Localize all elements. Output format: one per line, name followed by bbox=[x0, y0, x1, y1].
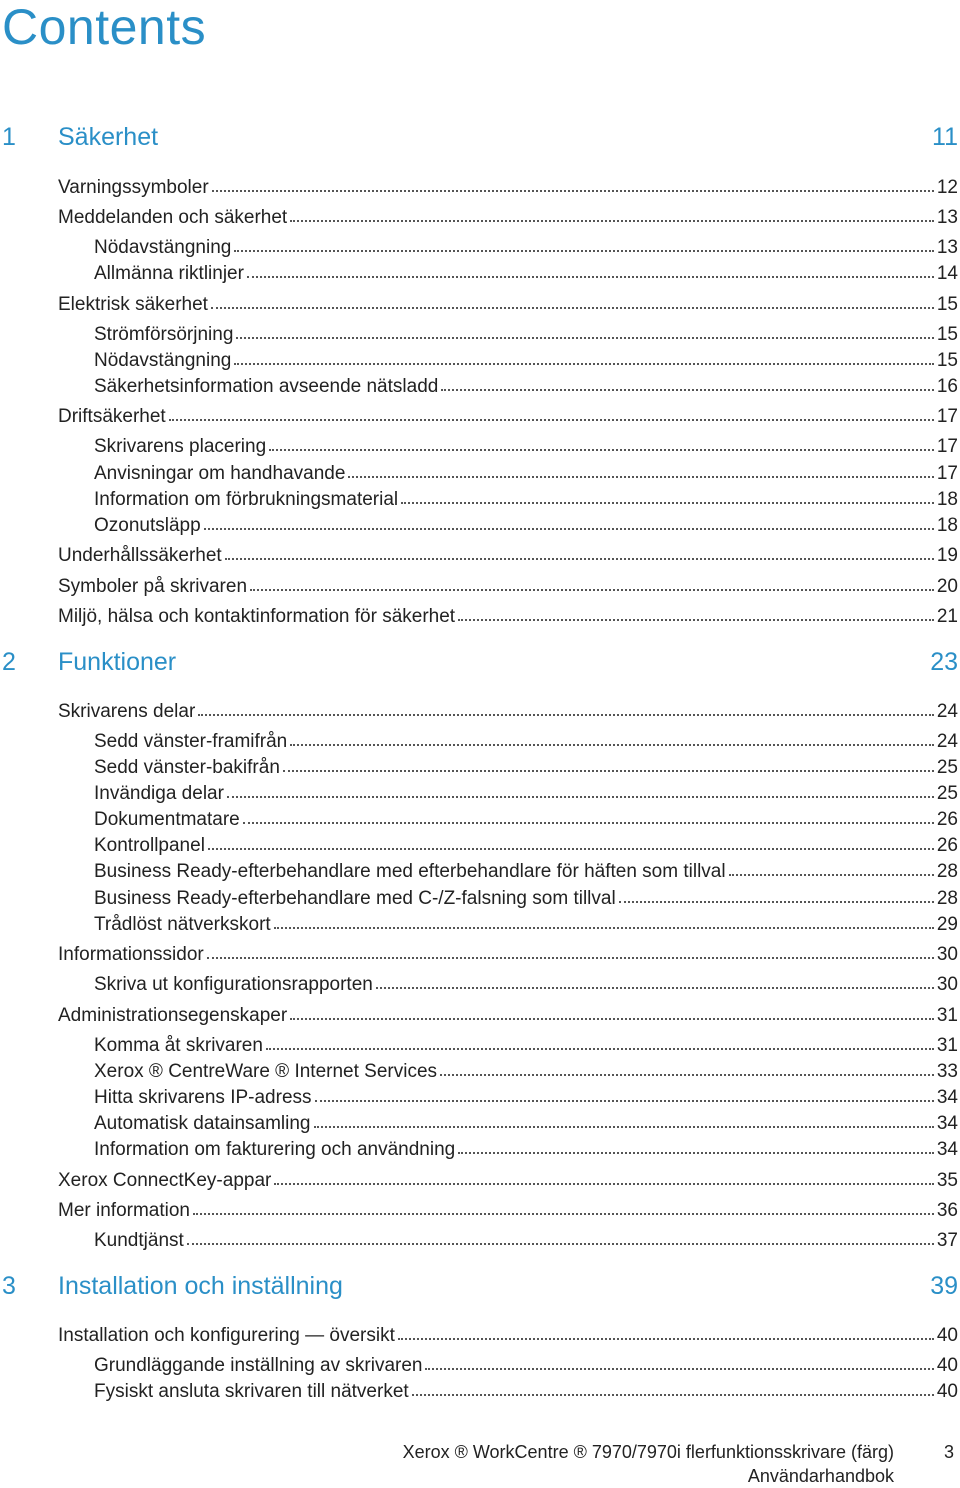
toc-entry-label: Mer information bbox=[58, 1200, 190, 1221]
toc-entry[interactable] bbox=[58, 205, 958, 231]
toc-entry-label: Kontrollpanel bbox=[94, 835, 205, 856]
dot-leader bbox=[425, 1366, 933, 1370]
dot-leader bbox=[243, 820, 934, 824]
toc-entry-label: Informationssidor bbox=[58, 944, 204, 965]
toc-entry[interactable] bbox=[94, 859, 958, 885]
footer-document-info bbox=[403, 1440, 894, 1488]
toc-entry-page: 25 bbox=[936, 757, 958, 778]
chapter-title: Säkerhet bbox=[58, 123, 159, 151]
toc-entry-page: 34 bbox=[936, 1113, 958, 1134]
footer-page-number: 3 bbox=[943, 1442, 954, 1462]
toc-entry-label: Xerox ConnectKey-appar bbox=[58, 1170, 272, 1191]
toc-entry[interactable] bbox=[94, 235, 958, 261]
toc-entry-label: Installation och konfigurering — översikt bbox=[58, 1325, 395, 1346]
toc-entry-page: 17 bbox=[936, 406, 958, 427]
page-title: Contents bbox=[2, 0, 207, 55]
toc-entry-label: Invändiga delar bbox=[94, 783, 224, 804]
dot-leader bbox=[348, 474, 933, 478]
toc-entry-page: 12 bbox=[936, 177, 958, 198]
chapter-heading[interactable] bbox=[0, 644, 958, 680]
dot-leader bbox=[234, 248, 934, 252]
toc-entry-page: 21 bbox=[936, 606, 958, 627]
toc-entry[interactable] bbox=[58, 699, 958, 725]
chapter-title: Installation och inställning bbox=[58, 1272, 343, 1300]
dot-leader bbox=[440, 1072, 934, 1076]
toc-entry[interactable] bbox=[94, 348, 958, 374]
toc-entry-label: Strömförsörjning bbox=[94, 324, 234, 345]
dot-leader bbox=[376, 985, 934, 989]
toc-entry-page: 34 bbox=[936, 1139, 958, 1160]
toc-entry-label: Ozonutsläpp bbox=[94, 515, 201, 536]
dot-leader bbox=[234, 361, 934, 365]
toc-entry-label: Nödavstängning bbox=[94, 237, 232, 258]
toc-entry[interactable] bbox=[94, 833, 958, 859]
toc-entry[interactable] bbox=[94, 1379, 958, 1405]
toc-entry-label: Elektrisk säkerhet bbox=[58, 294, 208, 315]
footer-product-name: Xerox ® WorkCentre ® 7970/7970i flerfunktionsskrivare (färg) bbox=[402, 1442, 894, 1462]
toc-entry[interactable] bbox=[58, 574, 958, 600]
toc-entry[interactable] bbox=[94, 972, 958, 998]
dot-leader bbox=[315, 1098, 934, 1102]
chapter-page-number: 39 bbox=[930, 1272, 958, 1300]
chapter-number: 1 bbox=[2, 123, 16, 151]
toc-entry-label: Anvisningar om handhavande bbox=[94, 463, 346, 484]
toc-entry-page: 31 bbox=[936, 1035, 958, 1056]
dot-leader bbox=[266, 1046, 934, 1050]
toc-entry[interactable] bbox=[94, 912, 958, 938]
toc-entry-page: 13 bbox=[936, 237, 958, 258]
chapter-number: 2 bbox=[2, 648, 16, 676]
toc-entry[interactable] bbox=[58, 1003, 958, 1029]
toc-entry-label: Miljö, hälsa och kontaktinformation för säkerhet bbox=[58, 606, 456, 627]
dot-leader bbox=[198, 712, 934, 716]
dot-leader bbox=[211, 305, 934, 309]
toc-entry[interactable] bbox=[94, 261, 958, 287]
dot-leader bbox=[412, 1392, 934, 1396]
toc-entry-label: Driftsäkerhet bbox=[58, 406, 166, 427]
chapter-heading[interactable] bbox=[0, 1268, 958, 1304]
dot-leader bbox=[398, 1336, 934, 1340]
toc-entry-page: 40 bbox=[936, 1381, 958, 1402]
toc-entry-page: 25 bbox=[936, 783, 958, 804]
dot-leader bbox=[250, 587, 934, 591]
toc-entry[interactable] bbox=[58, 175, 958, 201]
toc-entry[interactable] bbox=[58, 1198, 958, 1224]
toc-entry-page: 18 bbox=[936, 489, 958, 510]
toc-entry-label: Underhållssäkerhet bbox=[58, 545, 222, 566]
toc-entry-page: 17 bbox=[936, 436, 958, 457]
toc-entry-label: Skriva ut konfigurationsrapporten bbox=[94, 974, 373, 995]
dot-leader bbox=[441, 387, 934, 391]
toc-entry-page: 40 bbox=[936, 1325, 958, 1346]
toc-entry[interactable] bbox=[94, 729, 958, 755]
dot-leader bbox=[290, 218, 934, 222]
toc-entry-label: Skrivarens placering bbox=[94, 436, 267, 457]
chapter-title: Funktioner bbox=[58, 648, 177, 676]
toc-entry-page: 24 bbox=[936, 701, 958, 722]
toc-entry[interactable] bbox=[94, 886, 958, 912]
toc-entry-page: 26 bbox=[936, 809, 958, 830]
toc-entry[interactable] bbox=[94, 781, 958, 807]
toc-entry[interactable] bbox=[58, 604, 958, 630]
toc-entry-label: Komma åt skrivaren bbox=[94, 1035, 263, 1056]
toc-entry[interactable] bbox=[94, 461, 958, 487]
dot-leader bbox=[207, 955, 934, 959]
dot-leader bbox=[225, 556, 934, 560]
dot-leader bbox=[247, 274, 934, 278]
toc-entry[interactable] bbox=[94, 1111, 958, 1137]
dot-leader bbox=[227, 794, 934, 798]
dot-leader bbox=[169, 417, 934, 421]
toc-entry-label: Skrivarens delar bbox=[58, 701, 196, 722]
toc-entry-label: Kundtjänst bbox=[94, 1230, 184, 1251]
dot-leader bbox=[458, 617, 934, 621]
toc-entry-label: Information om förbrukningsmaterial bbox=[94, 489, 399, 510]
toc-entry-label: Meddelanden och säkerhet bbox=[58, 207, 288, 228]
toc-entry-page: 13 bbox=[936, 207, 958, 228]
toc-entry[interactable] bbox=[94, 513, 958, 539]
chapter-number: 3 bbox=[2, 1272, 16, 1300]
toc-entry-label: Business Ready-efterbehandlare med C-/Z-falsning som tillval bbox=[94, 888, 616, 909]
toc-entry-label: Trådlöst nätverkskort bbox=[94, 914, 271, 935]
toc-entry-page: 18 bbox=[936, 515, 958, 536]
toc-entry-page: 26 bbox=[936, 835, 958, 856]
dot-leader bbox=[274, 925, 934, 929]
toc-entry-page: 30 bbox=[936, 974, 958, 995]
toc-entry-page: 15 bbox=[936, 324, 958, 345]
toc-entry[interactable] bbox=[58, 1323, 958, 1349]
chapter-heading[interactable] bbox=[0, 119, 958, 155]
toc-entry-label: Automatisk datainsamling bbox=[94, 1113, 311, 1134]
toc-entry[interactable] bbox=[58, 543, 958, 569]
toc-entry-page: 28 bbox=[936, 888, 958, 909]
toc-entry-label: Sedd vänster-framifrån bbox=[94, 731, 288, 752]
dot-leader bbox=[236, 335, 933, 339]
toc-entry-label: Sedd vänster-bakifrån bbox=[94, 757, 280, 778]
dot-leader bbox=[208, 846, 934, 850]
dot-leader bbox=[619, 899, 934, 903]
toc-entry-page: 28 bbox=[936, 861, 958, 882]
toc-entry-page: 34 bbox=[936, 1087, 958, 1108]
toc-entry-label: Hitta skrivarens IP-adress bbox=[94, 1087, 312, 1108]
toc-entry[interactable] bbox=[58, 942, 958, 968]
toc-entry-label: Business Ready-efterbehandlare med efterbehandlare för häften som tillval bbox=[94, 861, 726, 882]
toc-entry[interactable] bbox=[94, 1353, 958, 1379]
dot-leader bbox=[269, 447, 934, 451]
dot-leader bbox=[314, 1124, 934, 1128]
toc-entry-page: 30 bbox=[936, 944, 958, 965]
toc-entry-label: Dokumentmatare bbox=[94, 809, 240, 830]
toc-entry-label: Symboler på skrivaren bbox=[58, 576, 248, 597]
dot-leader bbox=[729, 872, 934, 876]
chapter-page-number: 11 bbox=[932, 123, 958, 151]
toc-entry-page: 29 bbox=[936, 914, 958, 935]
dot-leader bbox=[283, 768, 934, 772]
toc-entry-label: Grundläggande inställning av skrivaren bbox=[94, 1355, 423, 1376]
toc-entry[interactable] bbox=[94, 1085, 958, 1111]
dot-leader bbox=[193, 1211, 934, 1215]
toc-entry-page: 40 bbox=[936, 1355, 958, 1376]
toc-entry[interactable] bbox=[94, 807, 958, 833]
toc-entry[interactable] bbox=[94, 487, 958, 513]
toc-entry[interactable] bbox=[58, 292, 958, 318]
toc-entry-page: 37 bbox=[936, 1230, 958, 1251]
toc-entry[interactable] bbox=[94, 1137, 958, 1163]
toc-entry-page: 16 bbox=[936, 376, 958, 397]
toc-entry-page: 24 bbox=[936, 731, 958, 752]
toc-entry-label: Fysiskt ansluta skrivaren till nätverket bbox=[94, 1381, 409, 1402]
toc-entry-page: 33 bbox=[936, 1061, 958, 1082]
toc-entry-page: 15 bbox=[936, 350, 958, 371]
toc-entry[interactable] bbox=[58, 404, 958, 430]
toc-entry-page: 14 bbox=[936, 263, 958, 284]
toc-entry-label: Information om fakturering och användning bbox=[94, 1139, 456, 1160]
dot-leader bbox=[212, 188, 934, 192]
toc-entry[interactable] bbox=[94, 755, 958, 781]
toc-entry-page: 19 bbox=[936, 545, 958, 566]
dot-leader bbox=[290, 742, 934, 746]
dot-leader bbox=[458, 1150, 934, 1154]
toc-entry[interactable] bbox=[94, 322, 958, 348]
toc-entry-label: Varningssymboler bbox=[58, 177, 209, 198]
toc-entry-label: Säkerhetsinformation avseende nätsladd bbox=[94, 376, 439, 397]
toc-entry-page: 36 bbox=[936, 1200, 958, 1221]
dot-leader bbox=[274, 1181, 934, 1185]
toc-entry-page: 17 bbox=[936, 463, 958, 484]
toc-entry[interactable] bbox=[58, 1168, 958, 1194]
toc-entry[interactable] bbox=[94, 434, 958, 460]
toc-entry-page: 31 bbox=[936, 1005, 958, 1026]
toc-entry[interactable] bbox=[94, 374, 958, 400]
toc-entry[interactable] bbox=[94, 1228, 958, 1254]
toc-entry-label: Administrationsegenskaper bbox=[58, 1005, 288, 1026]
toc-entry-label: Xerox ® CentreWare ® Internet Services bbox=[94, 1061, 438, 1082]
chapter-page-number: 23 bbox=[930, 648, 958, 676]
dot-leader bbox=[187, 1241, 934, 1245]
toc-entry-label: Nödavstängning bbox=[94, 350, 232, 371]
toc-entry-page: 15 bbox=[936, 294, 958, 315]
footer-manual-name: Användarhandbok bbox=[747, 1466, 894, 1486]
dot-leader bbox=[401, 500, 934, 504]
toc-entry-label: Allmänna riktlinjer bbox=[94, 263, 244, 284]
toc-entry[interactable] bbox=[94, 1033, 958, 1059]
toc-entry-page: 20 bbox=[936, 576, 958, 597]
toc-entry-page: 35 bbox=[936, 1170, 958, 1191]
toc-entry[interactable] bbox=[94, 1059, 958, 1085]
dot-leader bbox=[290, 1016, 934, 1020]
dot-leader bbox=[204, 526, 934, 530]
